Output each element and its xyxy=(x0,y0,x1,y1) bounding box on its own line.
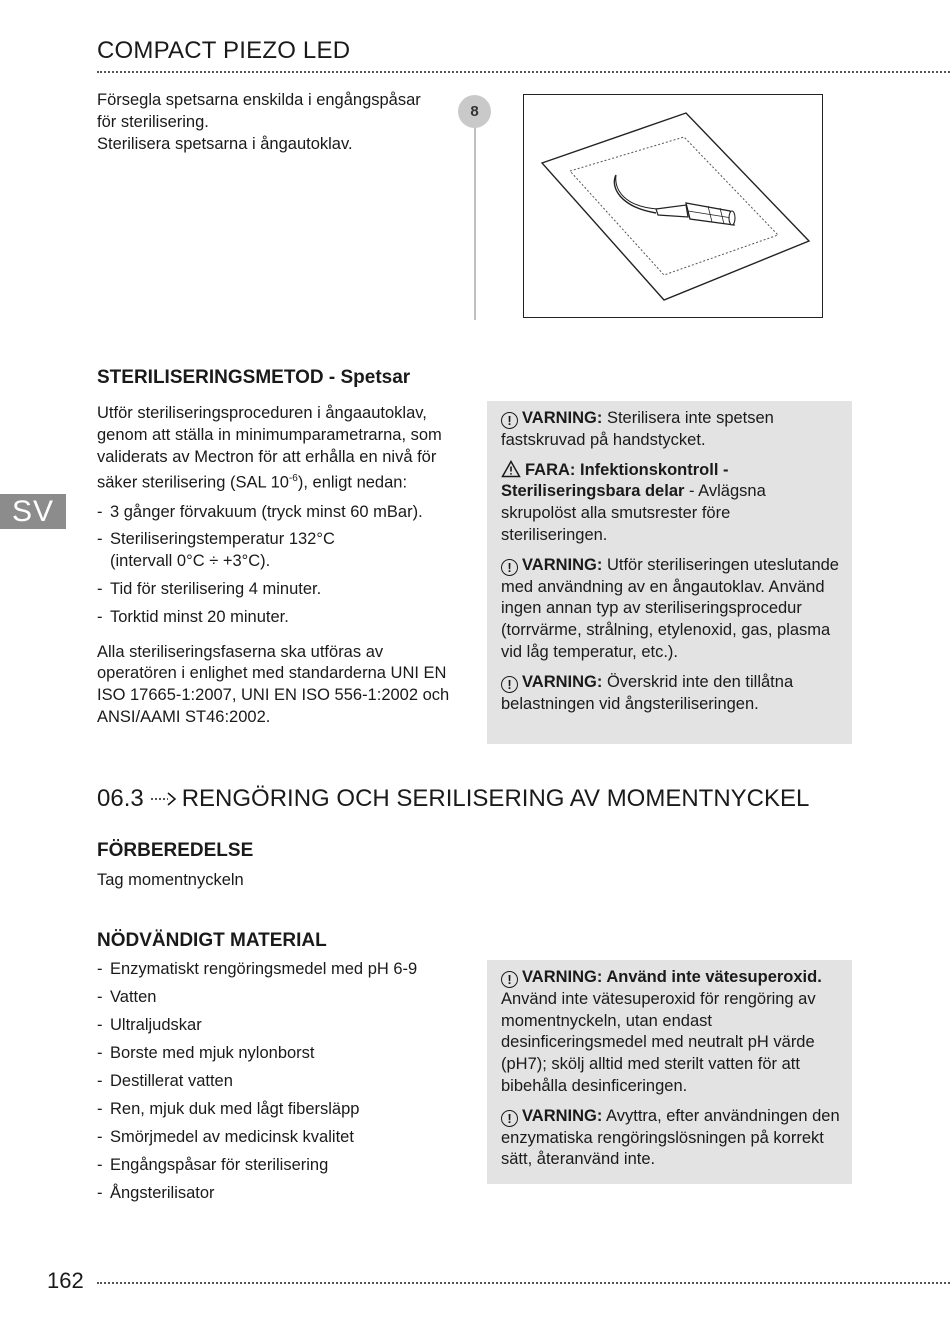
header-divider xyxy=(97,71,950,73)
page-header-title: COMPACT PIEZO LED xyxy=(97,37,351,64)
required-material-heading: NÖDVÄNDIGT MATERIAL xyxy=(97,930,327,951)
sterilization-pouch-illustration xyxy=(523,94,823,318)
warning-5: ! VARNING: Avyttra, efter användningen den enzymatiska rengöringslösningen på korrekt sätt, återanvänd inte. xyxy=(501,1106,840,1169)
list-item: - Destillerat vatten xyxy=(97,1071,467,1093)
sal-exponent: -6 xyxy=(288,473,298,485)
list-item: - Vatten xyxy=(97,987,467,1009)
list-item: - Tid för sterilisering 4 minuter. xyxy=(97,579,457,601)
language-tab: SV xyxy=(0,494,66,529)
list-item: - Engångspåsar för sterilisering xyxy=(97,1155,467,1177)
warning-icon: ! xyxy=(501,676,518,693)
warning-2: ! VARNING: Utför steriliseringen uteslutande med användning av en ångautoklav. Använd ingen annan typ av steriliseringsprocedur (torrvärme, strålning, etylenoxid, gas, plasma vid låg temperatur, etc.). xyxy=(501,555,839,661)
sterilization-parameters-list xyxy=(97,502,457,629)
danger-1: FARA: Infektionskontroll - Steriliseringsbara delar - Avlägsna skrupolöst alla smutsrester före steriliseringen. xyxy=(501,460,766,544)
list-item: - Steriliseringstemperatur 132°C (intervall 0°C ÷ +3°C). xyxy=(97,529,457,573)
warning-icon: ! xyxy=(501,412,518,429)
sterilization-warning-box xyxy=(487,401,852,744)
sterilization-standards-text: Alla steriliseringsfaserna ska utföras av operatören i enlighet med standarderna UNI EN ISO 17665-1:2007, UNI EN ISO 556-1:2002 och ANSI/AAMI ST46:2002. xyxy=(97,642,450,727)
page-number: 162 xyxy=(47,1268,84,1293)
warning-4: ! VARNING: Använd inte vätesuperoxid. Använd inte vätesuperoxid för rengöring av momentnyckeln, utan endast desinficeringsmedel med neutralt pH värde (pH7); skölj alltid med sterilt vatten för att bibehålla desinficeringen. xyxy=(501,968,822,1095)
list-item: - Torktid minst 20 minuter. xyxy=(97,607,457,629)
list-item: - Enzymatiskt rengöringsmedel med pH 6-9 xyxy=(97,959,467,981)
section-number: 06.3 xyxy=(97,785,144,812)
section-heading-text: RENGÖRING OCH SERILISERING AV MOMENTNYCKEL xyxy=(181,785,810,812)
warning-icon: ! xyxy=(501,1110,518,1127)
pouch-with-tip-icon xyxy=(524,95,822,317)
step-number-badge: 8 xyxy=(458,95,491,128)
list-item: - Ultraljudskar xyxy=(97,1015,467,1037)
list-item: - Ångsterilisator xyxy=(97,1183,467,1205)
dotted-arrow-icon xyxy=(150,790,180,808)
warning-icon: ! xyxy=(501,971,518,988)
list-item: - Smörjmedel av medicinsk kvalitet xyxy=(97,1127,467,1149)
warning-icon: ! xyxy=(501,559,518,576)
step-text xyxy=(97,90,447,155)
required-material-list xyxy=(97,959,467,1205)
warning-1: ! VARNING: Sterilisera inte spetsen fastskruvad på handstycket. xyxy=(501,409,774,449)
list-item: - Borste med mjuk nylonborst xyxy=(97,1043,467,1065)
warning-3: ! VARNING: Överskrid inte den tillåtna belastningen vid ångsteriliseringen. xyxy=(501,672,794,713)
sterilization-intro: Utför steriliseringsproceduren i ångaautoklav, genom att ställa in minimumparametrarna, som validerats av Mectron för att erhålla en nivå för säker sterilisering (SAL $10^{-6}$), enligt nedan: xyxy=(97,404,442,492)
step-line-2: för sterilisering. xyxy=(97,112,209,131)
cleaning-warning-box xyxy=(487,960,852,1184)
sterilization-method-text xyxy=(97,403,457,729)
sterilization-method-heading: STERILISERINGSMETOD - Spetsar xyxy=(97,367,411,388)
step-connector-line xyxy=(474,128,476,320)
danger-triangle-icon xyxy=(501,460,521,478)
footer-divider xyxy=(97,1282,950,1284)
preparation-text: Tag momentnyckeln xyxy=(97,871,244,889)
list-item: - Ren, mjuk duk med lågt fibersläpp xyxy=(97,1099,467,1121)
list-item: - 3 gånger förvakuum (tryck minst 60 mBar). xyxy=(97,502,457,524)
step-line-3: Sterilisera spetsarna i ångautoklav. xyxy=(97,134,353,153)
preparation-heading: FÖRBEREDELSE xyxy=(97,840,254,861)
step-line-1: Försegla spetsarna enskilda i engångspåsar xyxy=(97,91,421,109)
section-title xyxy=(97,785,809,813)
